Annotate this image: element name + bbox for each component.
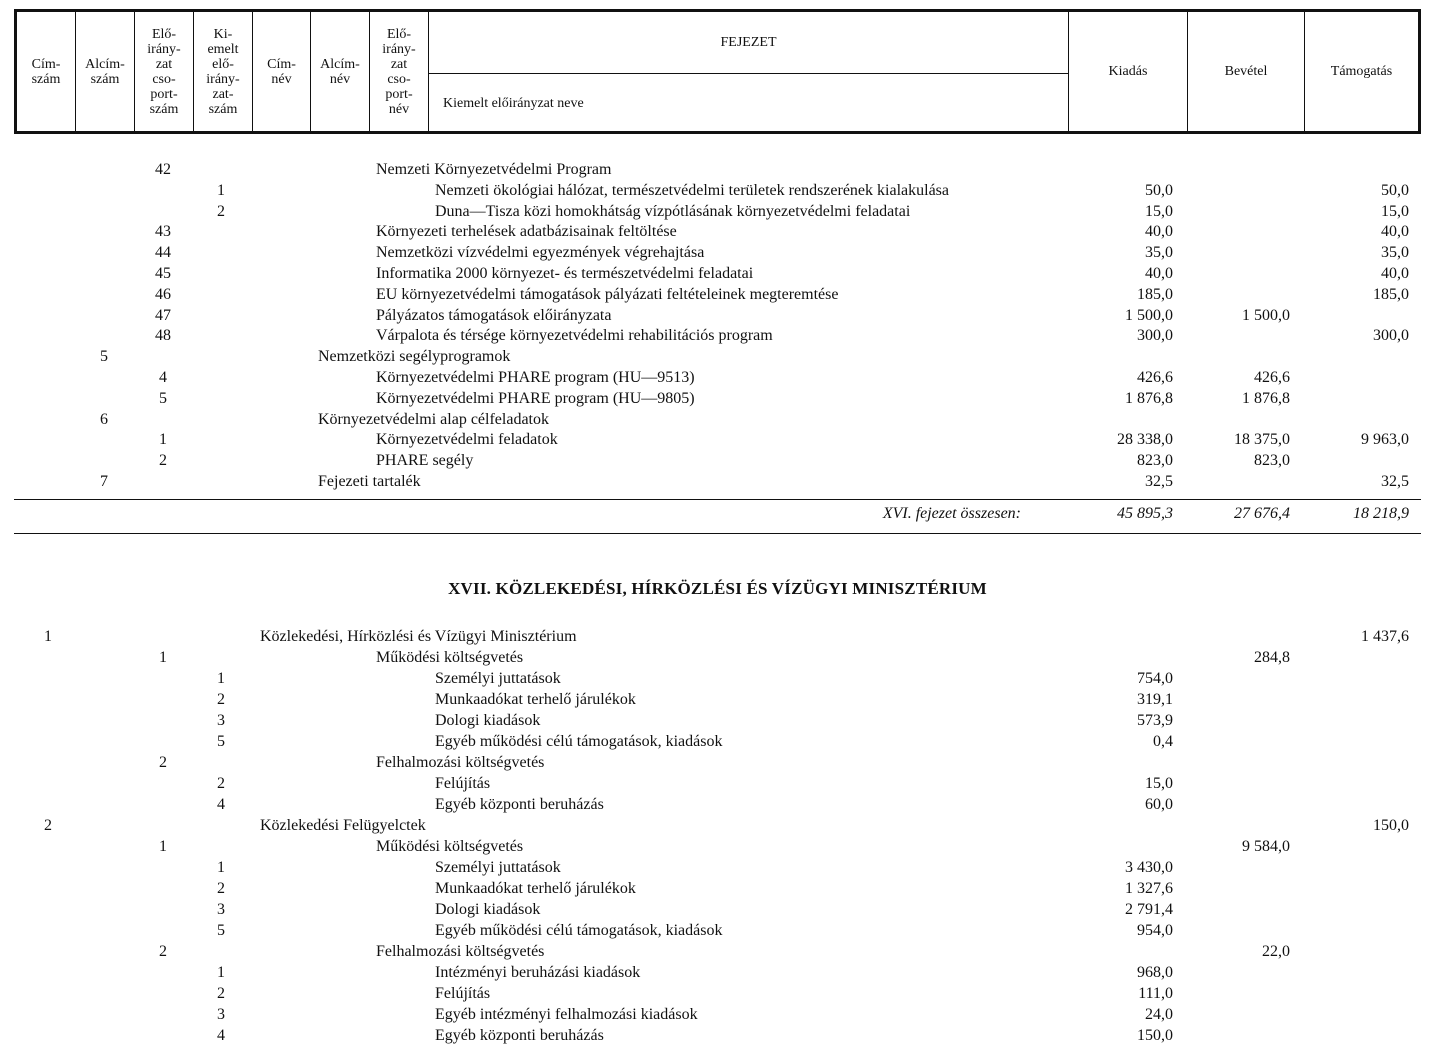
row-kiadas: 968,0: [1137, 964, 1173, 981]
table-row: [0, 451, 1435, 471]
row-kiadas: 40,0: [1145, 265, 1173, 282]
table-row: [0, 816, 1435, 836]
table-row: [0, 774, 1435, 794]
row-code-c4: 1: [217, 181, 225, 199]
table-row: [0, 347, 1435, 367]
header-eloiranyzat-csoport-szam: Elő- irány- zat cso- port- szám: [135, 12, 194, 131]
table-row: [0, 669, 1435, 689]
table-row: [0, 795, 1435, 815]
row-name: Egyéb intézményi felhalmozási kiadások: [435, 1006, 698, 1023]
row-name: Nemzeti Környezetvédelmi Program: [376, 161, 612, 178]
row-code-c3: 46: [155, 285, 171, 303]
table-row: [0, 181, 1435, 201]
row-name: Működési költségvetés: [376, 838, 524, 855]
row-bevetel: 18 375,0: [1234, 431, 1290, 449]
table-row: [0, 222, 1435, 242]
table-row: [0, 326, 1435, 346]
table-row: [0, 711, 1435, 731]
row-code-c2: 6: [100, 410, 108, 428]
row-kiadas: 15,0: [1145, 775, 1173, 792]
row-name: Működési költségvetés: [376, 649, 524, 666]
row-name: Környezeti terhelések adatbázisainak feltöltése: [376, 223, 677, 241]
row-code-c3: 1: [159, 838, 167, 855]
table-row: [0, 264, 1435, 284]
row-code-c3: 44: [155, 244, 171, 262]
row-name: Dologi kiadások: [435, 712, 541, 729]
row-bevetel: 1 876,8: [1242, 389, 1290, 407]
table-row: [0, 410, 1435, 430]
table-row: [0, 753, 1435, 773]
row-name: Munkaadókat terhelő járulékok: [435, 691, 636, 708]
row-code-c4: 2: [217, 202, 225, 220]
row-name: Személyi juttatások: [435, 670, 561, 687]
table-row: [0, 1005, 1435, 1025]
table-row: [0, 285, 1435, 305]
row-name: Környezetvédelmi PHARE program (HU—9805): [376, 389, 695, 407]
header-tamogatas: Támogatás: [1330, 64, 1393, 79]
row-name: Személyi juttatások: [435, 859, 561, 876]
row-name: PHARE segély: [376, 452, 474, 470]
header-fejezet: FEJEZET: [429, 12, 1069, 74]
row-kiadas: 15,0: [1145, 202, 1173, 220]
row-kiadas: 24,0: [1145, 1006, 1173, 1023]
row-name: Fejezeti tartalék: [318, 473, 421, 490]
row-name: Környezetvédelmi PHARE program (HU—9513): [376, 369, 695, 386]
row-kiadas: 954,0: [1137, 922, 1173, 939]
header-kiemelt-eloiranyzat-neve: Kiemelt előirányzat neve: [429, 74, 1069, 134]
row-bevetel: 823,0: [1254, 452, 1290, 470]
row-bevetel: 9 584,0: [1242, 838, 1290, 855]
row-code-c4: 2: [217, 775, 225, 792]
row-name: Egyéb működési célú támogatások, kiadások: [435, 922, 723, 939]
row-name: Várpalota és térsége környezetvédelmi rehabilitációs program: [376, 327, 773, 345]
row-code-c4: 3: [217, 1006, 225, 1023]
table-row: [0, 837, 1435, 857]
table-row: [0, 430, 1435, 450]
row-tamogatas: 1 437,6: [1361, 628, 1409, 645]
row-kiadas: 754,0: [1137, 670, 1173, 687]
row-kiadas: 1 327,6: [1125, 880, 1173, 897]
row-name: Egyéb központi beruházás: [435, 796, 604, 813]
row-bevetel: 1 500,0: [1242, 306, 1290, 324]
row-name: Dologi kiadások: [435, 901, 541, 918]
row-code-c4: 1: [217, 964, 225, 981]
row-code-c3: 4: [159, 369, 167, 386]
row-code-c3: 47: [155, 306, 171, 324]
row-tamogatas: 300,0: [1373, 327, 1409, 345]
table-row: [0, 202, 1435, 222]
row-name: Intézményi beruházási kiadások: [435, 964, 641, 981]
total-kiadas: 45 895,3: [1117, 505, 1173, 522]
row-name: Egyéb működési célú támogatások, kiadások: [435, 733, 723, 750]
row-code-c1: 2: [44, 817, 52, 834]
row-code-c3: 45: [155, 265, 171, 282]
header-kiadas: Kiadás: [1069, 12, 1188, 131]
row-code-c2: 7: [100, 473, 108, 490]
row-kiadas: 40,0: [1145, 223, 1173, 241]
row-code-c1: 1: [44, 628, 52, 645]
table-row: [0, 879, 1435, 899]
header-cim-szam: Cím- szám: [17, 12, 76, 131]
section-xvi-total-row: [0, 503, 1435, 525]
table-row: [0, 732, 1435, 752]
row-code-c4: 4: [217, 1027, 225, 1044]
table-header: [14, 9, 1421, 134]
row-kiadas: 1 876,8: [1125, 389, 1173, 407]
row-kiadas: 150,0: [1137, 1027, 1173, 1044]
row-code-c3: 2: [159, 452, 167, 470]
row-bevetel: 284,8: [1254, 649, 1290, 666]
row-tamogatas: 9 963,0: [1361, 431, 1409, 449]
total-bottom-rule: [14, 533, 1421, 534]
row-name: Nemzeti ökológiai hálózat, természetvédelmi területek rendszerének kialakulása: [435, 181, 949, 199]
row-code-c3: 1: [159, 649, 167, 666]
row-code-c3: 43: [155, 223, 171, 241]
row-kiadas: 32,5: [1145, 473, 1173, 490]
table-row: [0, 1026, 1435, 1046]
row-kiadas: 573,9: [1137, 712, 1173, 729]
row-name: Felújítás: [435, 985, 491, 1002]
row-name: EU környezetvédelmi támogatások pályázati feltételeinek megteremtése: [376, 285, 839, 303]
row-kiadas: 185,0: [1137, 285, 1173, 303]
row-code-c3: 5: [159, 389, 167, 407]
header-cim-nev: Cím- név: [253, 12, 311, 131]
row-tamogatas: 40,0: [1381, 265, 1409, 282]
row-code-c2: 5: [100, 348, 108, 366]
table-row: [0, 984, 1435, 1004]
row-name: Közlekedési, Hírközlési és Vízügyi Minisztérium: [260, 628, 577, 645]
section-xvii-title: XVII. KÖZLEKEDÉSI, HÍRKÖZLÉSI ÉS VÍZÜGYI MINISZTÉRIUM: [448, 579, 987, 598]
row-code-c4: 2: [217, 985, 225, 1002]
total-tamogatas: 18 218,9: [1353, 505, 1409, 522]
row-name: Közlekedési Felügyelctek: [260, 817, 426, 834]
row-code-c4: 4: [217, 796, 225, 813]
header-eloiranyzat-csoport-nev: Elő- irány- zat cso- port- név: [370, 12, 429, 131]
table-row: [0, 306, 1435, 326]
row-code-c3: 42: [155, 161, 171, 178]
header-alcim-nev: Alcím- név: [311, 12, 370, 131]
row-code-c4: 2: [217, 880, 225, 897]
row-code-c4: 5: [217, 922, 225, 939]
row-tamogatas: 150,0: [1373, 817, 1409, 834]
row-tamogatas: 15,0: [1381, 202, 1409, 220]
row-name: Pályázatos támogatások előirányzata: [376, 306, 612, 324]
row-tamogatas: 40,0: [1381, 223, 1409, 241]
table-row: [0, 900, 1435, 920]
row-tamogatas: 185,0: [1373, 285, 1409, 303]
header-bevetel: Bevétel: [1188, 12, 1305, 131]
table-row: [0, 389, 1435, 409]
row-kiadas: 111,0: [1138, 985, 1173, 1002]
row-name: Felhalmozási költségvetés: [376, 943, 545, 960]
row-name: Egyéb központi beruházás: [435, 1027, 604, 1044]
row-name: Környezetvédelmi feladatok: [376, 431, 558, 449]
row-kiadas: 300,0: [1137, 327, 1173, 345]
row-tamogatas: 50,0: [1381, 181, 1409, 199]
row-kiadas: 28 338,0: [1117, 431, 1173, 449]
row-kiadas: 426,6: [1137, 369, 1173, 386]
row-name: Felújítás: [435, 775, 491, 792]
total-top-rule: [14, 499, 1421, 500]
row-code-c4: 5: [217, 733, 225, 750]
row-name: Nemzetközi segélyprogramok: [318, 348, 511, 366]
row-bevetel: 426,6: [1254, 369, 1290, 386]
row-code-c3: 2: [159, 754, 167, 771]
row-code-c3: 1: [159, 431, 167, 449]
row-code-c4: 3: [217, 712, 225, 729]
row-code-c3: 2: [159, 943, 167, 960]
table-row: [0, 921, 1435, 941]
row-code-c4: 1: [217, 670, 225, 687]
row-code-c4: 2: [217, 691, 225, 708]
row-tamogatas: 32,5: [1381, 473, 1409, 490]
row-code-c3: 48: [155, 327, 171, 345]
row-kiadas: 3 430,0: [1125, 859, 1173, 876]
row-kiadas: 60,0: [1145, 796, 1173, 813]
row-name: Duna—Tisza közi homokhátság vízpótlásának környezetvédelmi feladatai: [435, 202, 911, 220]
row-kiadas: 1 500,0: [1125, 306, 1173, 324]
row-kiadas: 2 791,4: [1125, 901, 1173, 918]
row-name: Nemzetközi vízvédelmi egyezmények végrehajtása: [376, 244, 705, 262]
header-alcim-szam: Alcím- szám: [76, 12, 135, 131]
table-row: [0, 368, 1435, 388]
row-bevetel: 22,0: [1262, 943, 1290, 960]
table-row: [0, 243, 1435, 263]
row-kiadas: 319,1: [1137, 691, 1173, 708]
row-name: Felhalmozási költségvetés: [376, 754, 545, 771]
row-name: Munkaadókat terhelő járulékok: [435, 880, 636, 897]
table-row: [0, 472, 1435, 492]
row-tamogatas: 35,0: [1381, 244, 1409, 262]
row-kiadas: 50,0: [1145, 181, 1173, 199]
row-kiadas: 35,0: [1145, 244, 1173, 262]
row-code-c4: 1: [217, 859, 225, 876]
row-code-c4: 3: [217, 901, 225, 918]
row-kiadas: 823,0: [1137, 452, 1173, 470]
table-row: [0, 858, 1435, 878]
table-row: [0, 160, 1435, 180]
table-row: [0, 648, 1435, 668]
table-row: [0, 627, 1435, 647]
header-kiemelt-eloiranyzat-szam: Ki- emelt elő- irány- zat- szám: [194, 12, 253, 131]
total-bevetel: 27 676,4: [1234, 505, 1290, 522]
table-row: [0, 690, 1435, 710]
table-row: [0, 963, 1435, 983]
total-label: XVI. fejezet összesen:: [882, 505, 1021, 522]
row-name: Informatika 2000 környezet- és természetvédelmi feladatai: [376, 265, 754, 282]
table-row: [0, 942, 1435, 962]
row-kiadas: 0,4: [1153, 733, 1173, 750]
row-name: Környezetvédelmi alap célfeladatok: [318, 410, 549, 428]
